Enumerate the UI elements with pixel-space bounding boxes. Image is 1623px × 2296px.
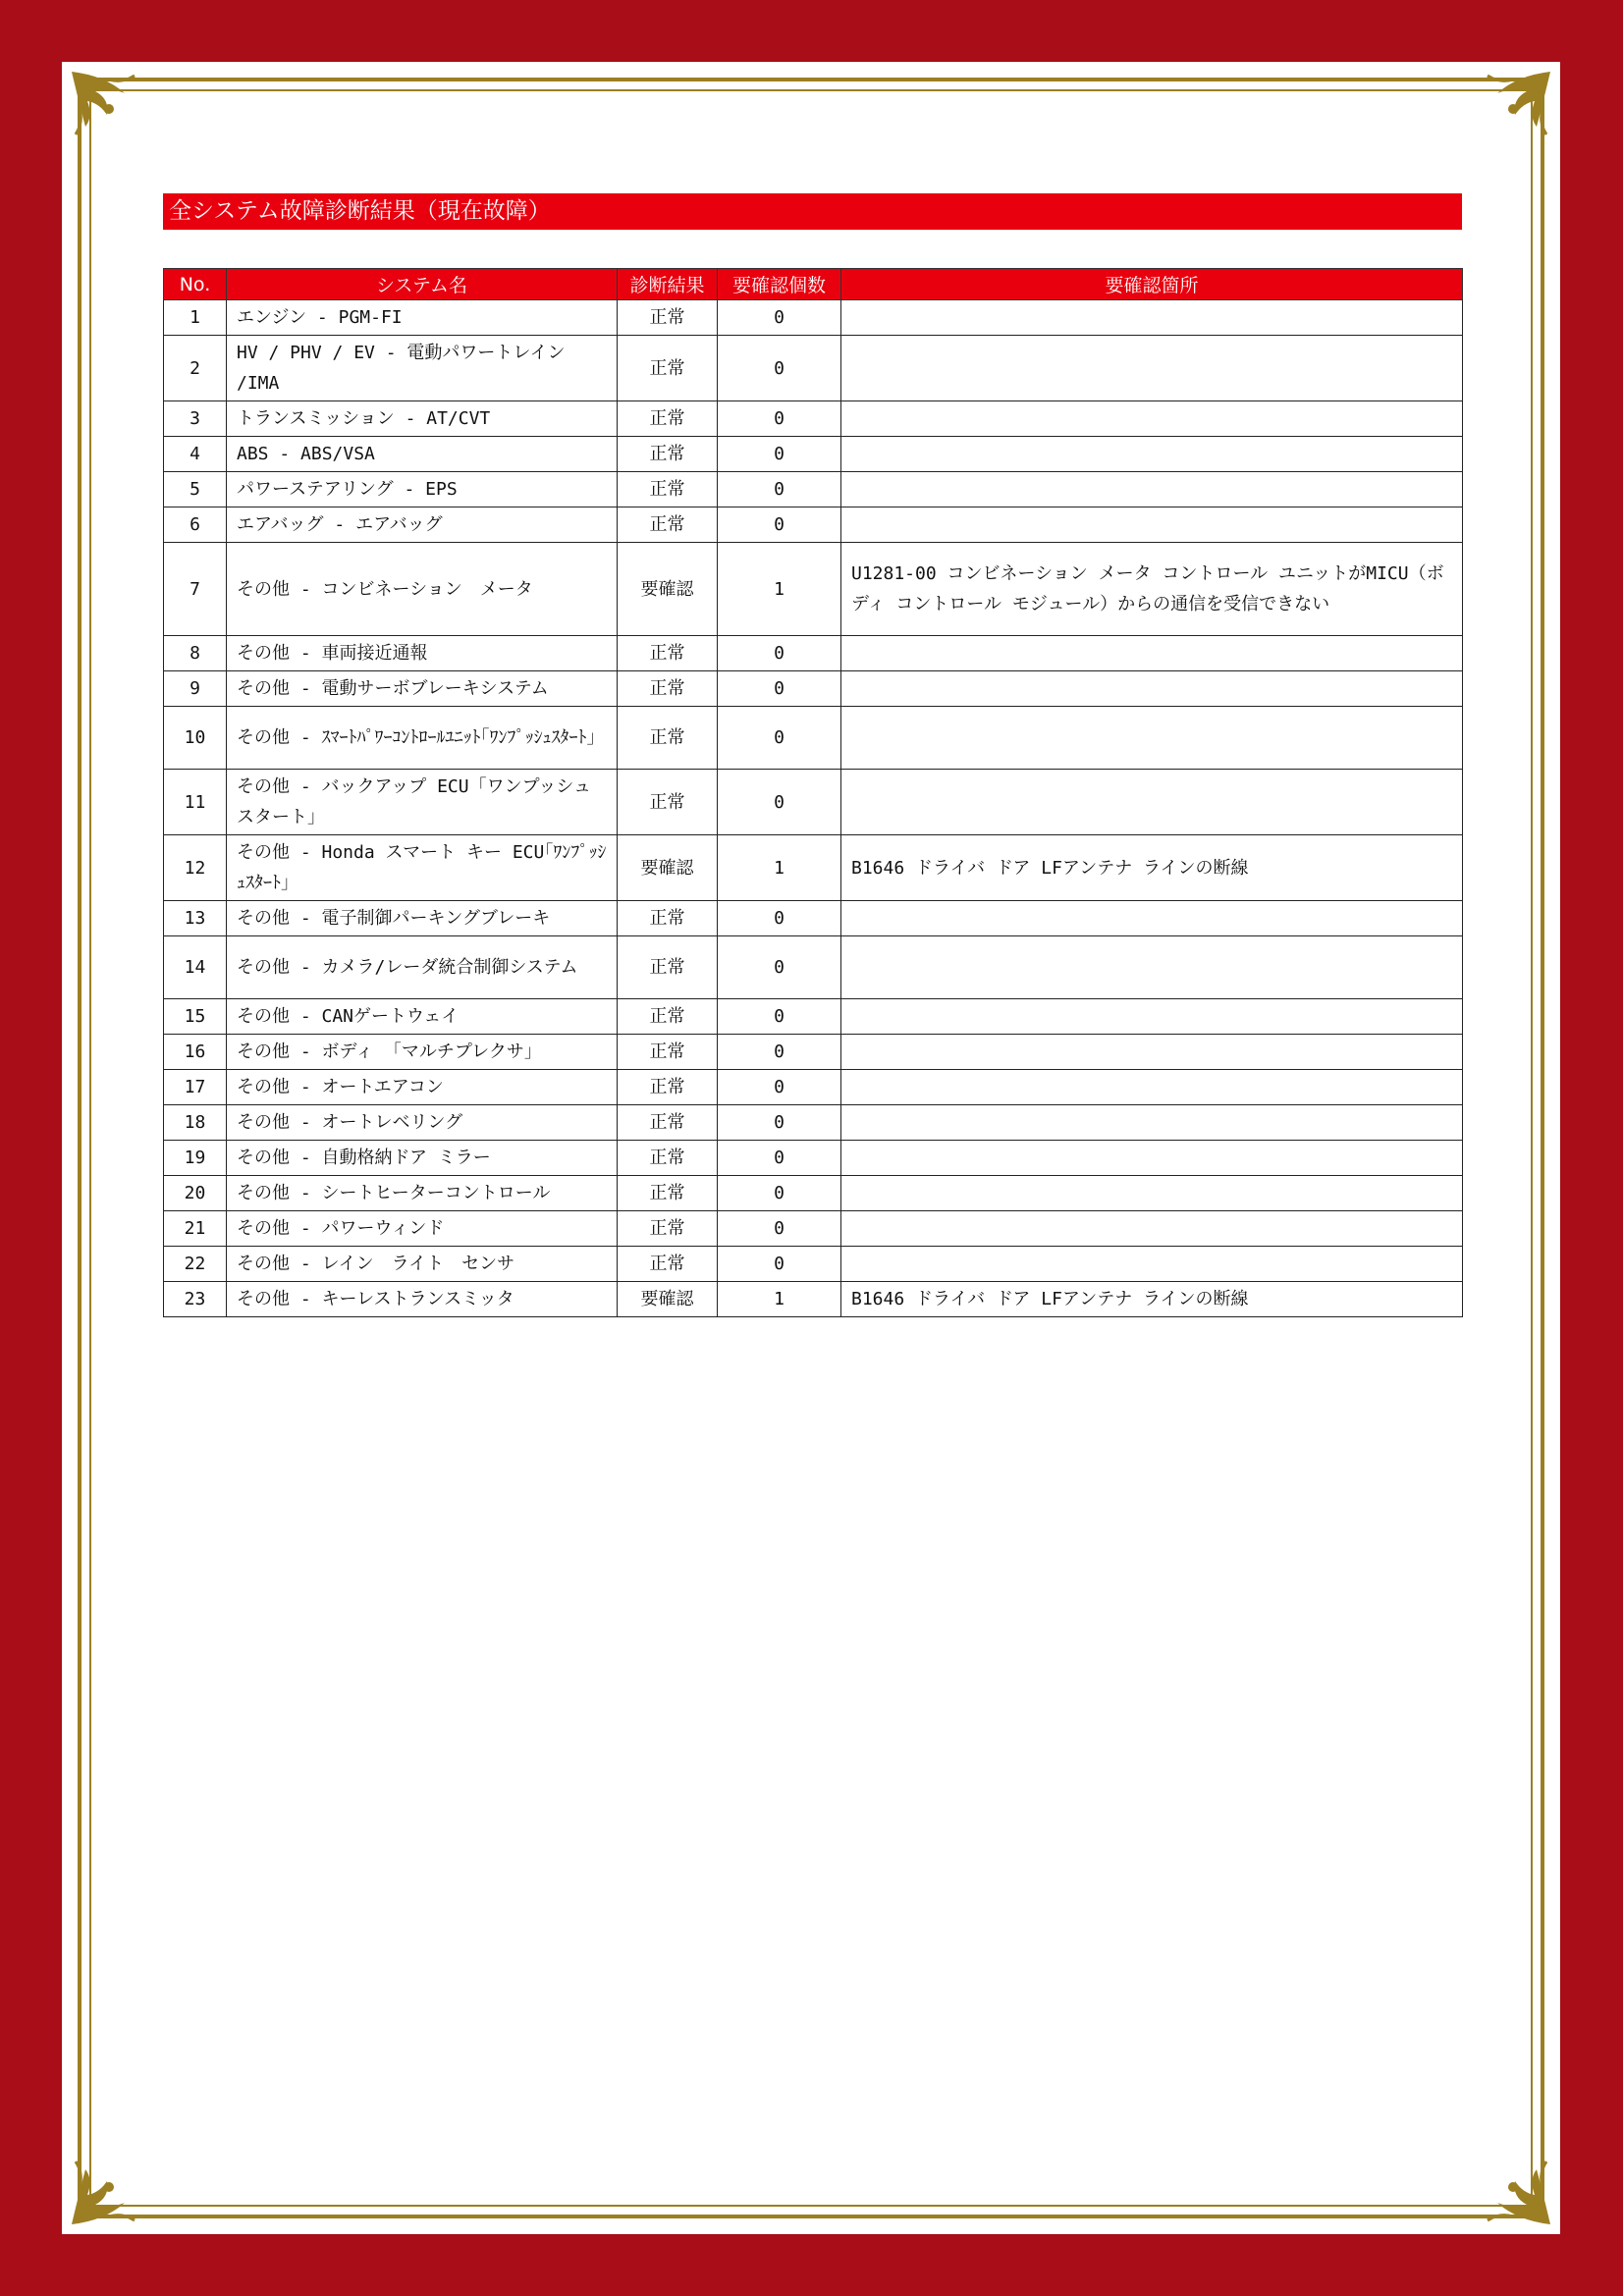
cell-no: 5: [164, 472, 227, 507]
cell-no: 4: [164, 437, 227, 472]
cell-system-name: エアバッグ - エアバッグ: [227, 507, 618, 543]
cell-result: 正常: [618, 1176, 718, 1211]
cell-no: 11: [164, 770, 227, 835]
cell-detail: [841, 901, 1463, 936]
cell-detail: [841, 999, 1463, 1035]
cell-system-name: その他 - コンビネーション メータ: [227, 543, 618, 636]
cell-result: 要確認: [618, 835, 718, 901]
table-row: [164, 336, 1463, 401]
cell-no: 7: [164, 543, 227, 636]
cell-count: 0: [718, 1141, 841, 1176]
ornament-corner-icon: [1468, 66, 1556, 154]
diagnosis-table: [163, 268, 1463, 1317]
table-row: [164, 936, 1463, 999]
header-count: 要確認個数: [718, 269, 841, 300]
cell-count: 0: [718, 770, 841, 835]
table-row: [164, 770, 1463, 835]
cell-result: 正常: [618, 1247, 718, 1282]
cell-count: 0: [718, 1211, 841, 1247]
cell-system-name: その他 - オートレベリング: [227, 1105, 618, 1141]
cell-no: 2: [164, 336, 227, 401]
cell-result: 正常: [618, 437, 718, 472]
cell-system-name: その他 - キーレストランスミッタ: [227, 1282, 618, 1317]
table-row: [164, 507, 1463, 543]
cell-system-name: その他 - レイン ライト センサ: [227, 1247, 618, 1282]
table-row: [164, 1141, 1463, 1176]
cell-detail: [841, 707, 1463, 770]
cell-result: 正常: [618, 936, 718, 999]
cell-no: 20: [164, 1176, 227, 1211]
table-row: [164, 1105, 1463, 1141]
report-title: 全システム故障診断結果（現在故障）: [163, 193, 1462, 230]
cell-result: 正常: [618, 472, 718, 507]
cell-system-name: HV / PHV / EV - 電動パワートレイン /IMA: [227, 336, 618, 401]
cell-detail: [841, 300, 1463, 336]
cell-count: 0: [718, 401, 841, 437]
cell-detail: [841, 1035, 1463, 1070]
cell-system-name: その他 - 車両接近通報: [227, 636, 618, 671]
cell-no: 17: [164, 1070, 227, 1105]
cell-count: 0: [718, 671, 841, 707]
table-row: [164, 1282, 1463, 1317]
table-row: [164, 401, 1463, 437]
cell-detail: [841, 770, 1463, 835]
cell-system-name: その他 - 自動格納ドア ミラー: [227, 1141, 618, 1176]
cell-detail: [841, 936, 1463, 999]
table-row: [164, 835, 1463, 901]
cell-no: 21: [164, 1211, 227, 1247]
ornament-corner-icon: [66, 66, 154, 154]
cell-no: 23: [164, 1282, 227, 1317]
table-row: [164, 1247, 1463, 1282]
table-row: [164, 1070, 1463, 1105]
cell-no: 13: [164, 901, 227, 936]
cell-result: 正常: [618, 1035, 718, 1070]
cell-detail: [841, 472, 1463, 507]
cell-result: 正常: [618, 300, 718, 336]
cell-result: 正常: [618, 770, 718, 835]
cell-detail: B1646 ドライバ ドア LFアンテナ ラインの断線: [841, 1282, 1463, 1317]
cell-system-name: その他 - シートヒーターコントロール: [227, 1176, 618, 1211]
table-row: [164, 300, 1463, 336]
cell-result: 正常: [618, 1211, 718, 1247]
cell-count: 0: [718, 999, 841, 1035]
table-row: [164, 999, 1463, 1035]
cell-count: 0: [718, 636, 841, 671]
cell-count: 1: [718, 543, 841, 636]
table-row: [164, 472, 1463, 507]
cell-system-name: その他 - オートエアコン: [227, 1070, 618, 1105]
cell-detail: [841, 671, 1463, 707]
cell-no: 8: [164, 636, 227, 671]
cell-detail: [841, 336, 1463, 401]
table-row: [164, 901, 1463, 936]
cell-result: 正常: [618, 707, 718, 770]
cell-detail: B1646 ドライバ ドア LFアンテナ ラインの断線: [841, 835, 1463, 901]
table-row: [164, 543, 1463, 636]
header-no: No.: [164, 269, 227, 300]
cell-no: 1: [164, 300, 227, 336]
cell-count: 0: [718, 1247, 841, 1282]
cell-result: 正常: [618, 507, 718, 543]
header-system: システム名: [227, 269, 618, 300]
cell-system-name: その他 - 電動サーボブレーキシステム: [227, 671, 618, 707]
table-row: [164, 707, 1463, 770]
cell-system-name: その他 - カメラ/レーダ統合制御システム: [227, 936, 618, 999]
cell-count: 0: [718, 437, 841, 472]
cell-count: 0: [718, 1176, 841, 1211]
cell-count: 0: [718, 1105, 841, 1141]
cell-system-name: その他 - ボディ 「マルチプレクサ」: [227, 1035, 618, 1070]
cell-result: 正常: [618, 1141, 718, 1176]
cell-system-name: その他 - 電子制御パーキングブレーキ: [227, 901, 618, 936]
cell-count: 0: [718, 936, 841, 999]
cell-detail: U1281-00 コンビネーション メータ コントロール ユニットがMICU（ボディ コントロール モジュール）からの通信を受信できない: [841, 543, 1463, 636]
cell-system-name: その他 - バックアップ ECU「ワンプッシュスタート」: [227, 770, 618, 835]
cell-system-name: その他 - ｽﾏｰﾄﾊﾟﾜｰｺﾝﾄﾛｰﾙﾕﾆｯﾄ｢ﾜﾝﾌﾟｯｼｭｽﾀｰﾄ｣: [227, 707, 618, 770]
table-row: [164, 671, 1463, 707]
cell-no: 3: [164, 401, 227, 437]
cell-result: 正常: [618, 671, 718, 707]
cell-detail: [841, 507, 1463, 543]
ornament-corner-icon: [1468, 2142, 1556, 2230]
cell-no: 12: [164, 835, 227, 901]
cell-detail: [841, 636, 1463, 671]
table-row: [164, 1211, 1463, 1247]
cell-system-name: パワーステアリング - EPS: [227, 472, 618, 507]
cell-result: 正常: [618, 401, 718, 437]
cell-no: 10: [164, 707, 227, 770]
header-result: 診断結果: [618, 269, 718, 300]
cell-result: 正常: [618, 1070, 718, 1105]
cell-detail: [841, 401, 1463, 437]
cell-count: 0: [718, 707, 841, 770]
cell-count: 0: [718, 472, 841, 507]
cell-system-name: その他 - パワーウィンド: [227, 1211, 618, 1247]
cell-detail: [841, 1105, 1463, 1141]
table-row: [164, 636, 1463, 671]
cell-no: 16: [164, 1035, 227, 1070]
cell-no: 14: [164, 936, 227, 999]
table-row: [164, 1176, 1463, 1211]
cell-no: 22: [164, 1247, 227, 1282]
cell-count: 1: [718, 835, 841, 901]
cell-count: 0: [718, 1035, 841, 1070]
cell-no: 18: [164, 1105, 227, 1141]
cell-count: 0: [718, 901, 841, 936]
cell-detail: [841, 1247, 1463, 1282]
cell-no: 19: [164, 1141, 227, 1176]
cell-system-name: トランスミッション - AT/CVT: [227, 401, 618, 437]
cell-no: 6: [164, 507, 227, 543]
cell-detail: [841, 1211, 1463, 1247]
cell-system-name: その他 - CANゲートウェイ: [227, 999, 618, 1035]
cell-result: 要確認: [618, 1282, 718, 1317]
cell-system-name: その他 - Honda スマート キー ECU｢ﾜﾝﾌﾟｯｼｭｽﾀｰﾄ｣: [227, 835, 618, 901]
cell-count: 1: [718, 1282, 841, 1317]
report-page: [62, 62, 1560, 2234]
cell-system-name: ABS - ABS/VSA: [227, 437, 618, 472]
cell-result: 正常: [618, 336, 718, 401]
table-header-row: [164, 269, 1463, 300]
cell-count: 0: [718, 300, 841, 336]
cell-detail: [841, 1070, 1463, 1105]
cell-detail: [841, 437, 1463, 472]
cell-no: 15: [164, 999, 227, 1035]
cell-result: 正常: [618, 901, 718, 936]
ornament-corner-icon: [66, 2142, 154, 2230]
cell-count: 0: [718, 1070, 841, 1105]
header-detail: 要確認箇所: [841, 269, 1463, 300]
cell-count: 0: [718, 336, 841, 401]
cell-system-name: エンジン - PGM-FI: [227, 300, 618, 336]
cell-result: 正常: [618, 636, 718, 671]
cell-detail: [841, 1141, 1463, 1176]
cell-detail: [841, 1176, 1463, 1211]
cell-result: 正常: [618, 999, 718, 1035]
table-row: [164, 437, 1463, 472]
cell-result: 正常: [618, 1105, 718, 1141]
cell-no: 9: [164, 671, 227, 707]
cell-count: 0: [718, 507, 841, 543]
table-row: [164, 1035, 1463, 1070]
cell-result: 要確認: [618, 543, 718, 636]
